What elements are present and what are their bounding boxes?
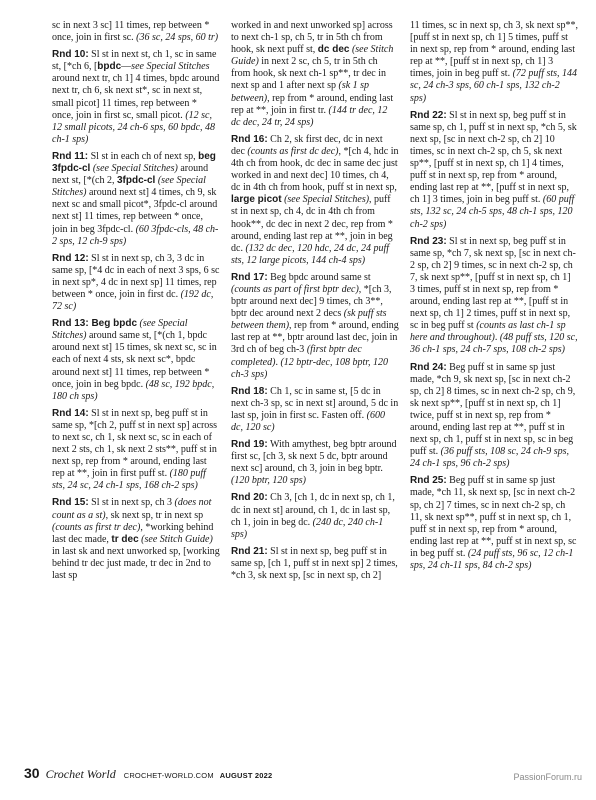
pattern-paragraph (410, 475, 578, 572)
text-segment: (192 dc, 72 sc) (52, 288, 214, 313)
pattern-paragraph (410, 110, 578, 231)
round-label: Rnd 15: (52, 497, 89, 509)
text-segment: (240 dc, 240 ch-1 sps) (231, 516, 384, 540)
text-segment: Sl st in next sp, beg puff st in same sp, ch 1, puff st in next sp, *ch 5, sk next sp, [sc in next ch-2 sp, ch 2] 10 times, sc in next ch-2 sp, ch 5, sk next sp**, [puff st in next sp, ch 1] 4 times, puff st in next sp, rep from * around, ending last rep at **, [puff st in next sp, ch 1] 3 times, join in beg puff st. (410, 109, 577, 206)
text-segment: 11 times, sc in next sp, ch 3, sk next sp**, [puff st in next sp, ch 1] 5 times, puff st in next sp, rep from * around, ending last rep at **, [puff st in next sp, ch 1] 3 times, join in beg puff st. (410, 20, 578, 80)
text-segment: (see Stitch Guide) (141, 533, 213, 545)
text-segment: around same st, [*(ch 1, bpdc around next st] 15 times, sk next sc, sc in each of next 4 sts, sk next sc*, bpdc around next st] 11 times, rep between * once, join in beg bpdc. (52, 330, 217, 390)
text-segment: , *[ch 3, bptr around next dec] 9 times, ch 3**, bptr dec around next 2 decs (231, 283, 392, 320)
magazine-title: Crochet World (45, 767, 116, 781)
text-segment: (counts as part of first bptr dec) (231, 283, 359, 295)
text-segment: (counts as first dc dec) (247, 145, 339, 157)
round-label: Rnd 22: (410, 109, 447, 121)
round-label: Rnd 24: (410, 361, 447, 373)
text-segment: around next tr, ch 1] 4 times, bpdc around next tr, ch 6, sk next st*, sc in next st, small picot] 11 times, rep between * once, join in first sc, small picot. (52, 73, 220, 121)
round-label: Rnd 11: (52, 150, 89, 162)
text-segment: tr dec (111, 533, 139, 545)
text-segment: Ch 3, [ch 1, dc in next sp, ch 1, dc in next st] around, ch 1, dc in last sp, ch 1, join in beg dc. (231, 492, 395, 528)
text-segment: (counts as first tr dec) (52, 521, 141, 533)
page-number: 30 (24, 765, 40, 781)
text-segment: , sk next sp, tr in next sp (105, 509, 204, 521)
pattern-paragraph (231, 134, 399, 267)
text-segment: , *working behind last dec made, (52, 521, 214, 545)
pattern-paragraph (231, 272, 399, 381)
round-label: Rnd 25: (410, 475, 447, 487)
round-label: Rnd 12: (52, 252, 89, 264)
text-segment: (sk puff sts between them) (231, 308, 387, 332)
column-3 (410, 20, 578, 758)
text-segment: (12 sc, 12 small picots, 24 ch-6 sps, 60 bpdc, 48 ch-1 sps) (52, 109, 216, 145)
pattern-paragraph (410, 362, 578, 471)
text-segment: (12 bptr-dec, 108 bptr, 120 ch-3 sps) (231, 356, 389, 380)
text-segment: Sl st in next sp, ch 3, 3 dc in same sp, [*4 dc in each of next 3 sps, 6 sc in next sp*, 4 dc in next sp] 11 times, rep between * once, join in first dc. (52, 252, 220, 300)
round-label: Rnd 23: (410, 235, 447, 247)
text-segment: (counts as last ch-1 sp here and throughout) (410, 320, 566, 344)
text-segment: (first bptr dec completed) (231, 344, 362, 368)
text-segment: — (121, 61, 132, 73)
text-segment: . (275, 356, 281, 368)
website-link[interactable]: CROCHET-WORLD.COM (123, 771, 214, 780)
text-segment: beg 3fpdc-cl (52, 150, 216, 175)
pattern-paragraph (231, 386, 399, 434)
pattern-paragraph (52, 253, 220, 313)
text-segment: (72 puff sts, 144 sc, 24 ch-3 sps, 60 ch-1 sps, 132 ch-2 sps) (410, 68, 578, 104)
text-segment: (36 sc, 24 sps, 60 tr) (136, 32, 219, 44)
page-footer (24, 765, 584, 783)
text-segment: around next st, [*(ch 2, (52, 163, 209, 187)
text-segment: (see Special Stitches) (52, 175, 206, 199)
text-segment: Sl st in next st, ch 1, sc in same st, [*ch 6, [ (52, 49, 217, 73)
text-segment: (sk 1 sp between) (231, 80, 370, 104)
text-segment: Ch 2, sk first dec, dc in next dec (231, 133, 383, 157)
round-label: Rnd 10: (52, 49, 89, 61)
text-segment: in last sk and next unworked sp, [working behind tr dec just made, tr dec in 2nd to last sp (52, 545, 220, 582)
pattern-paragraph (231, 546, 399, 582)
text-segment: Beg puff st in same sp just made, *ch 11, sk next sp, [sc in next ch-2 sp, ch 2] 7 times, sc in next ch-2 sp, ch 11, sk next sp**, puff st in next sp, ch 1, puff st in next sp, rep from * around, ending last rep at **, puff st in next sp, sc in beg puff st. (410, 475, 577, 559)
text-segment: (60 3fpdc-cls, 48 ch-2 sps, 12 ch-9 sps) (52, 223, 219, 247)
pattern-paragraph (231, 439, 399, 487)
issue-date: AUGUST 2022 (219, 771, 273, 780)
text-segment: . (494, 332, 500, 344)
pattern-paragraph (52, 49, 220, 146)
round-label: Rnd 14: (52, 407, 89, 419)
text-segment: (600 dc, 120 sc) (231, 409, 385, 433)
text-segment: , *[ch 4, hdc in 4th ch from hook, dc dec in same dec just worked in and next dec] 10 times, ch 4, dc in 4th ch from hook, puff st in next sp, (231, 145, 399, 194)
pattern-paragraph (52, 151, 220, 248)
round-label: Rnd 17: (231, 271, 268, 283)
round-label: Rnd 19: (231, 439, 268, 451)
text-segment: , puff st in next sp, ch 4, dc in 4th ch from hook**, dc dec in next 2 dec, rep from * around, ending last rep at **, join in beg dc. (231, 194, 393, 254)
text-segment: (does not count as a st) (52, 497, 212, 521)
text-segment: (36 puff sts, 108 sc, 24 ch-9 sps, 24 ch-1 sps, 96 ch-2 sps) (410, 446, 569, 470)
text-segment: Sl st in next sp, ch 3 (88, 497, 175, 509)
text-segment: large picot (231, 194, 282, 206)
text-segment: (48 puff sts, 120 sc, 36 ch-1 sps, 24 ch-7 sps, 108 ch-2 sps) (410, 332, 578, 356)
text-segment: (120 bptr, 120 sps) (231, 475, 307, 487)
text-segment: 3fpdc-cl (117, 175, 156, 187)
pattern-paragraph (52, 318, 220, 403)
text-segment: worked in and next unworked sp] across to next ch-1 sp, ch 5, tr in 5th ch from hook, sk next puff st, (231, 20, 393, 56)
column-1 (52, 20, 220, 758)
text-segment: in next 2 sc, ch 5, tr in 5th ch from hook, sk next ch-1 sp**, tr dec in next sp and 1 after next sp (231, 56, 386, 92)
text-segment: (144 tr dec, 12 dc dec, 24 tr, 24 sps) (231, 104, 388, 128)
pattern-paragraph (231, 492, 399, 540)
text-segment: (see Special Stitches) (92, 163, 178, 175)
text-segment: Sl st in next sp, beg puff st in same sp, [ch 1, puff st in next sp] 2 times, *ch 3, sk next sp, [sc in next sp, ch 2] (231, 545, 398, 582)
text-segment: Sl st in each ch of next sp, (88, 150, 199, 162)
pattern-paragraph (410, 20, 578, 105)
text-segment: around next st] 4 times, ch 9, sk next sc and small picot*, 3fpdc-cl around next st] 11 times, rep between * once, join in beg 3fpdc-cl. (52, 187, 218, 235)
text-segment: (180 puff sts, 24 sc, 24 ch-1 sps, 168 ch-2 sps) (52, 468, 206, 492)
text-segment: Ch 1, sc in same st, [5 dc in next ch-3 sp, sc in next st] around, 5 dc in last sp, join in first sc. Fasten off. (231, 385, 399, 421)
round-label: Rnd 21: (231, 545, 268, 557)
text-segment: Sl st in next sp, beg puff st in same sp, *[ch 2, puff st in next sp] across to next sc, ch 1, sk next sc, sc in each of next 2 sts, ch 1, sk next 2 sts**, puff st in next sp, rep from * around, ending last rep at **, join in first puff st. (52, 407, 218, 480)
text-segment: , rep from * around, ending last rep at **, join in first tr. (231, 92, 394, 116)
text-segment: With amythest, beg bptr around first sc, [ch 3, sk next 5 dc, bptr around next sc] around, ch 3, join in beg bptr. (231, 439, 397, 475)
round-label: Rnd 20: (231, 492, 268, 504)
text-segment: , rep from * around, ending last rep at **, bptr around last dec, join in 3rd ch of beg ch-3 (231, 320, 399, 356)
text-segment: Beg bpdc around same st (267, 271, 371, 283)
text-segment: sc in next 3 sc] 11 times, rep between * once, join in first sc. (52, 20, 210, 44)
pattern-paragraph (52, 497, 220, 582)
pattern-paragraph (52, 408, 220, 493)
pattern-paragraph (231, 20, 399, 129)
text-segment: (see Stitch Guide) (231, 44, 394, 68)
text-segment: dc dec (317, 44, 350, 56)
round-label: Rnd 18: (231, 385, 268, 397)
pattern-paragraph (410, 236, 578, 357)
text-segment: (see Special Stitches) (52, 318, 188, 342)
text-segment: see Special Stitches (131, 61, 210, 73)
text-segment: bpdc (97, 61, 122, 73)
round-label: Rnd 13: Beg bpdc (52, 318, 138, 330)
pattern-columns (52, 20, 578, 758)
pattern-paragraph (52, 20, 220, 44)
text-segment: (24 puff sts, 96 sc, 12 ch-1 sps, 24 ch-11 sps, 84 ch-2 sps) (410, 547, 574, 572)
round-label: Rnd 16: (231, 133, 268, 145)
watermark: PassionForum.ru (513, 772, 582, 782)
text-segment: Sl st in next sp, beg puff st in same sp, *ch 7, sk next sp, [sc in next ch-2 sp, ch 2] 9 times, sc in next ch-2 sp, ch 7, sk next sp**, [puff st in next sp, ch 1] 3 times, puff st in next sp, rep from * around, ending last rep at **, [puff st in next sp, ch 1] 2 times, puff st in next sp, sc in beg puff st (410, 235, 576, 332)
text-segment: (132 dc dec, 120 hdc, 24 dc, 24 puff sts, 12 large picots, 144 ch-4 sps) (231, 242, 390, 266)
text-segment: (see Special Stitches) (284, 194, 370, 206)
column-2 (231, 20, 399, 758)
text-segment: (48 sc, 192 bpdc, 180 ch sps) (52, 378, 215, 402)
text-segment: Beg puff st in same sp just made, *ch 9, sk next sp, [sc in next ch-2 sp, ch 2] 8 times, sc in next ch-2 sp, ch 9, sk next sp**, [puff st in next sp, ch 1] twice, puff st in next sp, rep from * around, ending last rep at **, puff st in next sp, ch 1, puff st in next sp, sc in beg puff st. (410, 361, 576, 458)
text-segment: (60 puff sts, 132 sc, 24 ch-5 sps, 48 ch-1 sps, 120 ch-2 sps) (410, 194, 575, 230)
